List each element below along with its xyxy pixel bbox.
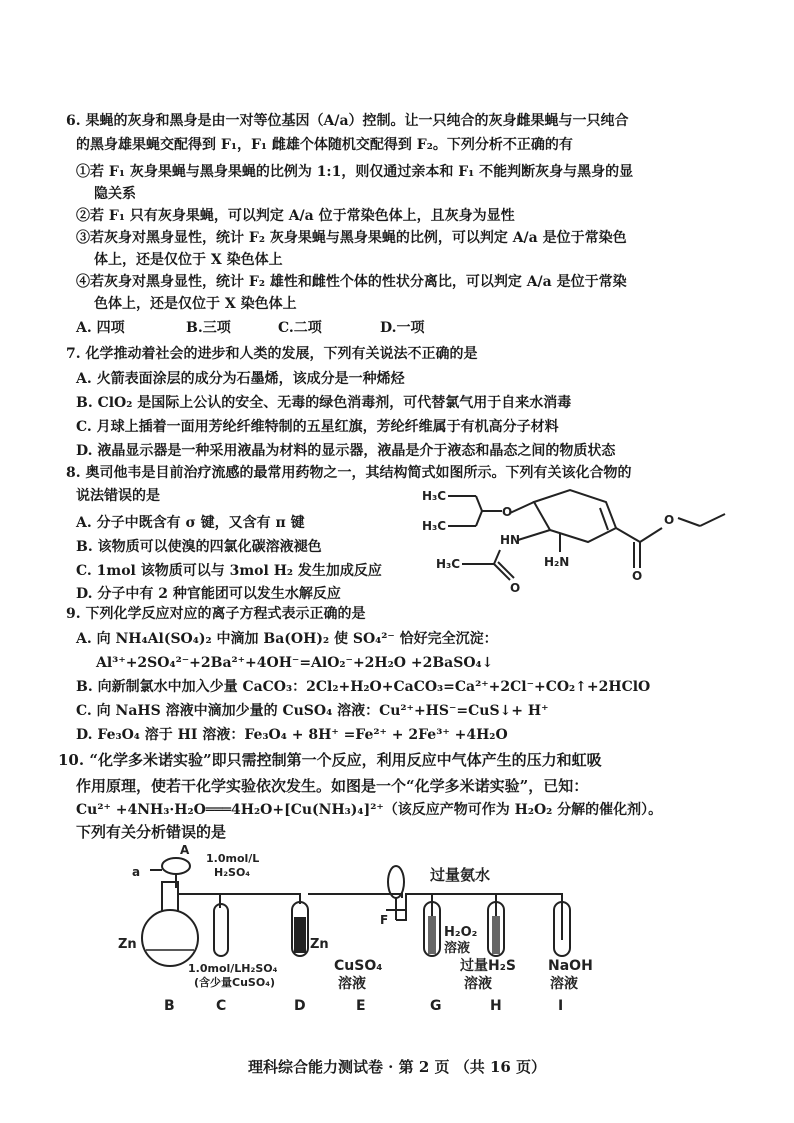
apparatus-h2o2-solution: 溶液 — [444, 941, 471, 956]
struct-label-ester-o: O — [664, 513, 675, 527]
struct-label-h3c-top: H₃C — [422, 489, 447, 503]
q6-statement-3: ③若灰身对黑身显性，统计 F₂ 灰身果蝇与黑身果蝇的比例，可以判定 A/a 是位于常染色 — [76, 230, 627, 246]
q8-option-c: C. 1mol 该物质可以与 3mol H₂ 发生加成反应 — [76, 563, 382, 579]
q7-option-b: B. ClO₂ 是国际上公认的安全、无毒的绿色消毒剂，可代替氯气用于自来水消毒 — [76, 395, 572, 411]
q10-stem-line4: 下列有关分析错误的是 — [76, 823, 227, 841]
page-footer: 理科综合能力测试卷 · 第 2 页 （共 16 页） — [247, 1058, 547, 1076]
q6-stem-line2: 的黑身雄果蝇交配得到 F₁，F₁ 雌雄个体随机交配得到 F₂。下列分析不正确的有 — [76, 137, 573, 153]
apparatus-h2o2: H₂O₂ — [444, 925, 478, 940]
q6-stem-line1: 6. 果蝇的灰身和黑身是由一对等位基因（A/a）控制。让一只纯合的灰身雌果蝇与一只纯合 — [66, 113, 629, 129]
struct-label-carbonyl-o: O — [632, 569, 643, 583]
apparatus-i-solution-label: 溶液 — [550, 976, 578, 992]
apparatus-label-A: A — [180, 843, 190, 857]
q7-option-c: C. 月球上插着一面用芳纶纤维特制的五星红旗，芳纶纤维属于有机高分子材料 — [76, 419, 559, 435]
apparatus-label-F: F — [380, 913, 389, 927]
q6-option-b: B.三项 — [186, 320, 231, 336]
q10-stem-line2: 作用原理，使若干化学实验依次发生。如图是一个“化学多米诺实验”，已知： — [76, 777, 589, 795]
q7-stem: 7. 化学推动着社会的进步和人类的发展，下列有关说法不正确的是 — [66, 346, 478, 362]
apparatus-zn-flask: Zn — [118, 937, 137, 952]
apparatus-letter-C: C — [216, 998, 227, 1014]
struct-label-h2n: H₂N — [544, 555, 570, 569]
apparatus-acid-conc: 1.0mol/L — [206, 852, 260, 865]
struct-label-h3c-acetyl: H₃C — [436, 557, 461, 571]
struct-label-ether-o: O — [502, 505, 513, 519]
q6-option-c: C.二项 — [278, 320, 322, 336]
apparatus-h-solution-label: 溶液 — [464, 976, 492, 992]
apparatus-letter-I: I — [558, 998, 564, 1014]
q9-stem: 9. 下列化学反应对应的离子方程式表示正确的是 — [66, 606, 366, 622]
q6-option-a: A. 四项 — [76, 320, 125, 336]
apparatus-acid-name: H₂SO₄ — [214, 866, 251, 879]
apparatus-letter-E: E — [356, 998, 366, 1014]
apparatus-letter-B: B — [164, 998, 175, 1014]
apparatus-letter-H: H — [490, 998, 502, 1014]
apparatus-h-solution: 过量H₂S — [460, 958, 516, 974]
apparatus-i-solution: NaOH — [548, 958, 593, 974]
apparatus-letter-G: G — [430, 998, 442, 1014]
q9-option-c: C. 向 NaHS 溶液中滴加少量的 CuSO₄ 溶液：Cu²⁺+HS⁻=CuS↓+ H⁺ — [76, 703, 549, 719]
q6-statement-3-cont: 体上，还是仅位于 X 染色体上 — [94, 252, 283, 268]
struct-label-hn: HN — [500, 533, 521, 547]
apparatus-e-solution: CuSO₄ — [334, 958, 383, 974]
q8-option-d: D. 分子中有 2 种官能团可以发生水解反应 — [76, 586, 341, 602]
apparatus-label-a: a — [132, 865, 141, 879]
q8-stem-line2: 说法错误的是 — [76, 488, 160, 504]
domino-apparatus-diagram — [110, 840, 610, 1015]
apparatus-c-solution-note: (含少量CuSO₄) — [194, 976, 276, 989]
apparatus-c-solution: 1.0mol/LH₂SO₄ — [188, 962, 278, 975]
q6-option-d: D.一项 — [380, 320, 425, 336]
q7-option-a: A. 火箭表面涂层的成分为石墨烯，该成分是一种烯烃 — [76, 371, 405, 387]
q9-option-a: A. 向 NH₄Al(SO₄)₂ 中滴加 Ba(OH)₂ 使 SO₄²⁻ 恰好完全沉淀： — [76, 631, 498, 647]
apparatus-e-solution-label: 溶液 — [338, 976, 366, 992]
apparatus-letter-D: D — [294, 998, 306, 1014]
q6-statement-2: ②若 F₁ 只有灰身果蝇，可以判定 A/a 位于常染色体上，且灰身为显性 — [76, 208, 515, 224]
apparatus-zn-tube: Zn — [310, 937, 329, 952]
apparatus-excess-ammonia: 过量氨水 — [430, 866, 491, 884]
q6-statement-4-cont: 色体上，还是仅位于 X 染色体上 — [94, 296, 297, 312]
q6-statement-1-cont: 隐关系 — [94, 186, 136, 202]
q8-stem-line1: 8. 奥司他韦是目前治疗流感的最常用药物之一，其结构简式如图所示。下列有关该化合物的 — [66, 465, 632, 481]
q10-stem-line1: 10. “化学多米诺实验”即只需控制第一个反应，利用反应中气体产生的压力和虹吸 — [58, 751, 602, 769]
oseltamivir-structure — [410, 480, 750, 595]
q9-option-d: D. Fe₃O₄ 溶于 HI 溶液：Fe₃O₄ + 8H⁺ =Fe²⁺ + 2Fe³⁺ +4H₂O — [76, 727, 508, 743]
q6-statement-4: ④若灰身对黑身显性，统计 F₂ 雄性和雌性个体的性状分离比，可以判定 A/a 是位于常染 — [76, 274, 627, 290]
q6-statement-1: ①若 F₁ 灰身果蝇与黑身果蝇的比例为 1:1，则仅通过亲本和 F₁ 不能判断灰身与黑身的显 — [76, 164, 634, 180]
q9-option-b: B. 向新制氯水中加入少量 CaCO₃：2Cl₂+H₂O+CaCO₃=Ca²⁺+2Cl⁻+CO₂↑+2HClO — [76, 679, 651, 695]
q9-option-a-equation: Al³⁺+2SO₄²⁻+2Ba²⁺+4OH⁻=AlO₂⁻+2H₂O +2BaSO₄↓ — [96, 655, 494, 671]
struct-label-amide-o: O — [510, 581, 521, 595]
struct-label-h3c-mid: H₃C — [422, 519, 447, 533]
q7-option-d: D. 液晶显示器是一种采用液晶为材料的显示器，液晶是介于液态和晶态之间的物质状态 — [76, 443, 616, 459]
q8-option-a: A. 分子中既含有 σ 键，又含有 π 键 — [76, 515, 305, 531]
q10-stem-line3: Cu²⁺ +4NH₃·H₂O═══4H₂O+[Cu(NH₃)₄]²⁺（该反应产物可作为 H₂O₂ 分解的催化剂）。 — [76, 802, 663, 818]
q8-option-b: B. 该物质可以使溴的四氯化碳溶液褪色 — [76, 539, 322, 555]
